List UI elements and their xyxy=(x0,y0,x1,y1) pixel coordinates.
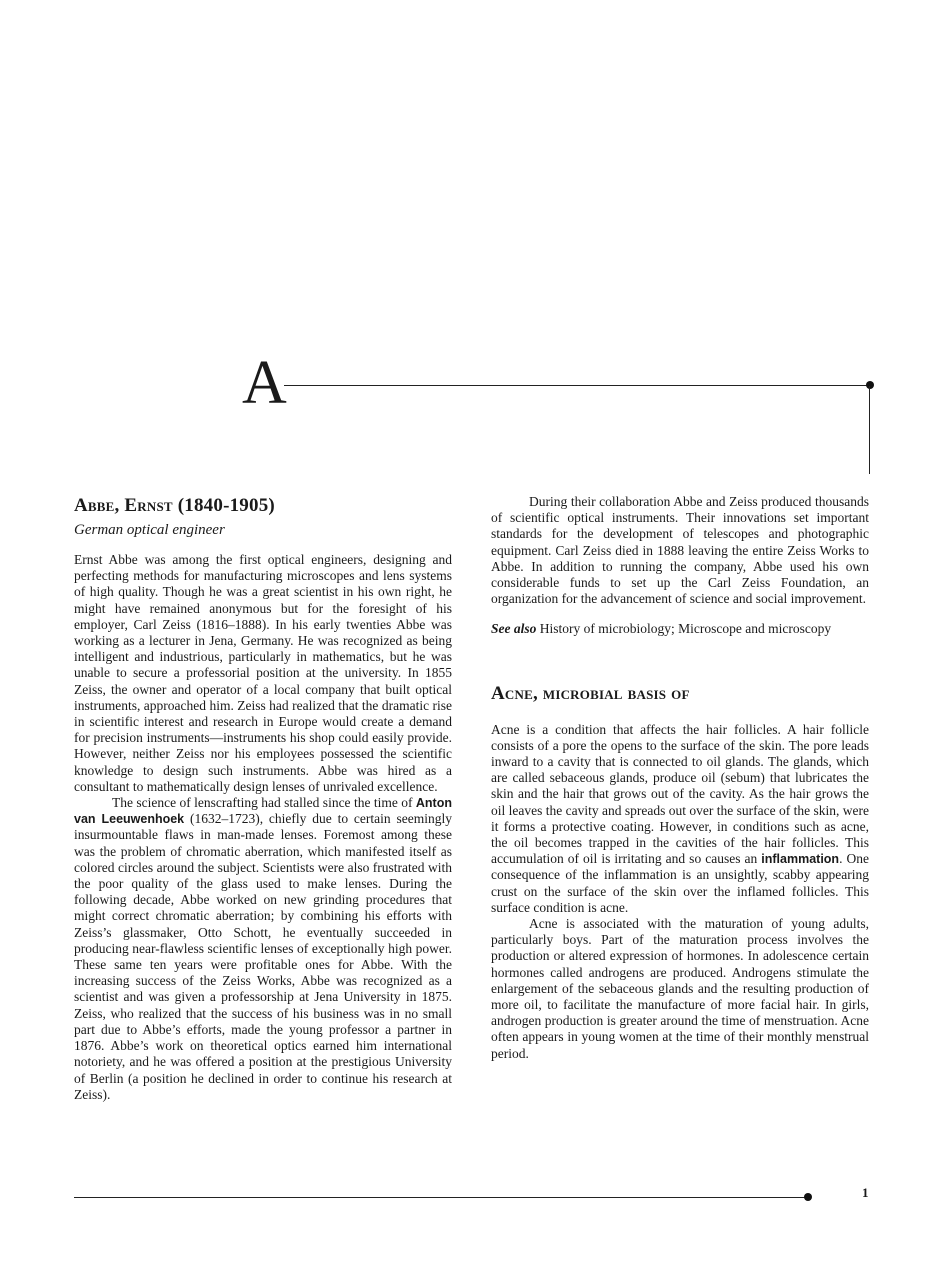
entry-title-acne: Acne, microbial basis of xyxy=(491,682,690,704)
footer-rule xyxy=(74,1197,808,1198)
see-also-label: See also xyxy=(491,621,537,637)
entry-title-abbe-dates: (1840-1905) xyxy=(172,495,275,516)
acne-paragraph-1-text-a: Acne is a condition that affects the hair follicles. A hair follicle consists of a pore the opens to the surface of the skin. The pore leads inward to a cavity that is connected to oil glands. The glands, which are called sebaceous glands, produce oil (sebum) that lubricates the skin and the hair that grows out of the cavity. As the hair grows the oil leaves the cavity and spreads out over the surface of the skin, were it forms a protective coating. However, in conditions such as acne, the oil becomes trapped in the cavities of the hair follicles. This accumulation of oil is irritating and so causes an xyxy=(491,721,869,867)
acne-paragraph-1-text-b: . One consequence of the inflammation is an unsightly, scabby appearing crust on the surface of the skin over the inflamed follicles. This surface condition is acne. xyxy=(491,851,869,915)
see-also-line xyxy=(491,621,869,637)
see-also-links[interactable]: History of microbiology; Microscope and microscopy xyxy=(536,621,832,637)
cross-reference-leeuwenhoek[interactable]: Anton van Leeuwenhoek xyxy=(74,796,452,827)
cross-reference-inflammation[interactable]: inflammation xyxy=(761,852,840,867)
right-column xyxy=(491,494,869,1062)
abbe-paragraph-2-text-b: (1632–1723), chiefly due to certain seemingly insurmountable flaws in man-made lenses. Foremost among these was the problem of chromatic aberration, which manifested itself as colored circles around the subject. Scientists were also frustrated with the poor quality of the glass used to make lenses. During the following decade, Abbe worked on new grinding procedures that might correct chromatic aberration; by combining his efforts with Zeiss’s glassmaker, Otto Schott, he eventually succeeded in producing near-flawless scientific lenses of exceptionally high power. These same ten years were profitable ones for Abbe. With the increasing success of the Zeiss Works, Abbe was recognized as a scientist and was given a professorship at Jena University in 1875. Zeiss, who realized that the success of his business was in no small part due to Abbe’s efforts, made the young professor a partner in 1876. Abbe’s work on theoretical optics earned him international notoriety, and he was offered a position at the prestigious University of Berlin (a position he declined in order to continue his research at Zeiss). xyxy=(74,811,452,1102)
entry-subtitle-abbe: German optical engineer xyxy=(74,522,225,538)
abbe-paragraph-1: Ernst Abbe was among the first optical engineers, designing and perfecting methods for manufacturing microscopes and lens systems of high quality. Though he was a great scientist in his own right, he might have remained anonymous but for the foresight of his employer, Carl Zeiss (1816–1888). In his early twenties Abbe was working as a lecturer in Jena, Germany. He was recognized as being intelligent and industrious, particularly in mathematics, but he was unable to secure a professorial position at the university. In 1855 Zeiss, the owner and operator of a local company that built optical instruments, approached him. Zeiss had realized that the dramatic rise in scientific interest and research in Europe would create a demand for precision instruments—instruments his shop could easily provide. However, neither Zeiss nor his employees possessed the scientific knowledge to design such instruments. Abbe was hired as a consultant to mathematically design lenses of unrivaled excellence. xyxy=(74,552,452,794)
abbe-paragraph-2-text-a: The science of lenscrafting had stalled since the time of xyxy=(112,795,416,811)
acne-paragraph-1 xyxy=(491,722,869,916)
entry-title-abbe-name: Abbe, Ernst xyxy=(74,495,173,516)
page-number: 1 xyxy=(862,1185,869,1200)
section-header-dot xyxy=(866,381,874,389)
section-letter: A xyxy=(242,349,287,417)
section-header-rule xyxy=(284,385,870,386)
abbe-paragraph-3: During their collaboration Abbe and Zeiss produced thousands of scientific optical instruments. Their innovations set important standards for the development of telescopes and photographic equipment. Carl Zeiss died in 1888 leaving the entire Zeiss Works to Abbe. In addition to running the company, Abbe used his own considerable funds to set up the Carl Zeiss Foundation, an organization for the advancement of science and social improvement. xyxy=(491,494,869,607)
section-header-vertical-rule xyxy=(869,386,870,474)
entry-title-abbe xyxy=(74,494,452,518)
abbe-paragraph-2 xyxy=(74,795,452,1103)
acne-paragraph-2: Acne is associated with the maturation of young adults, particularly boys. Part of the maturation process involves the production or altered expression of hormones. In adolescence certain hormones called androgens are produced. Androgens stimulate the enlargement of the sebaceous glands and the resulting production of more oil, to facilitate the manufacture of more facial hair. In girls, androgen production is greater around the time of menstruation. Acne often appears in young women at the time of their monthly menstrual period. xyxy=(491,916,869,1061)
article-flow xyxy=(74,494,452,1103)
footer-dot xyxy=(804,1193,812,1201)
